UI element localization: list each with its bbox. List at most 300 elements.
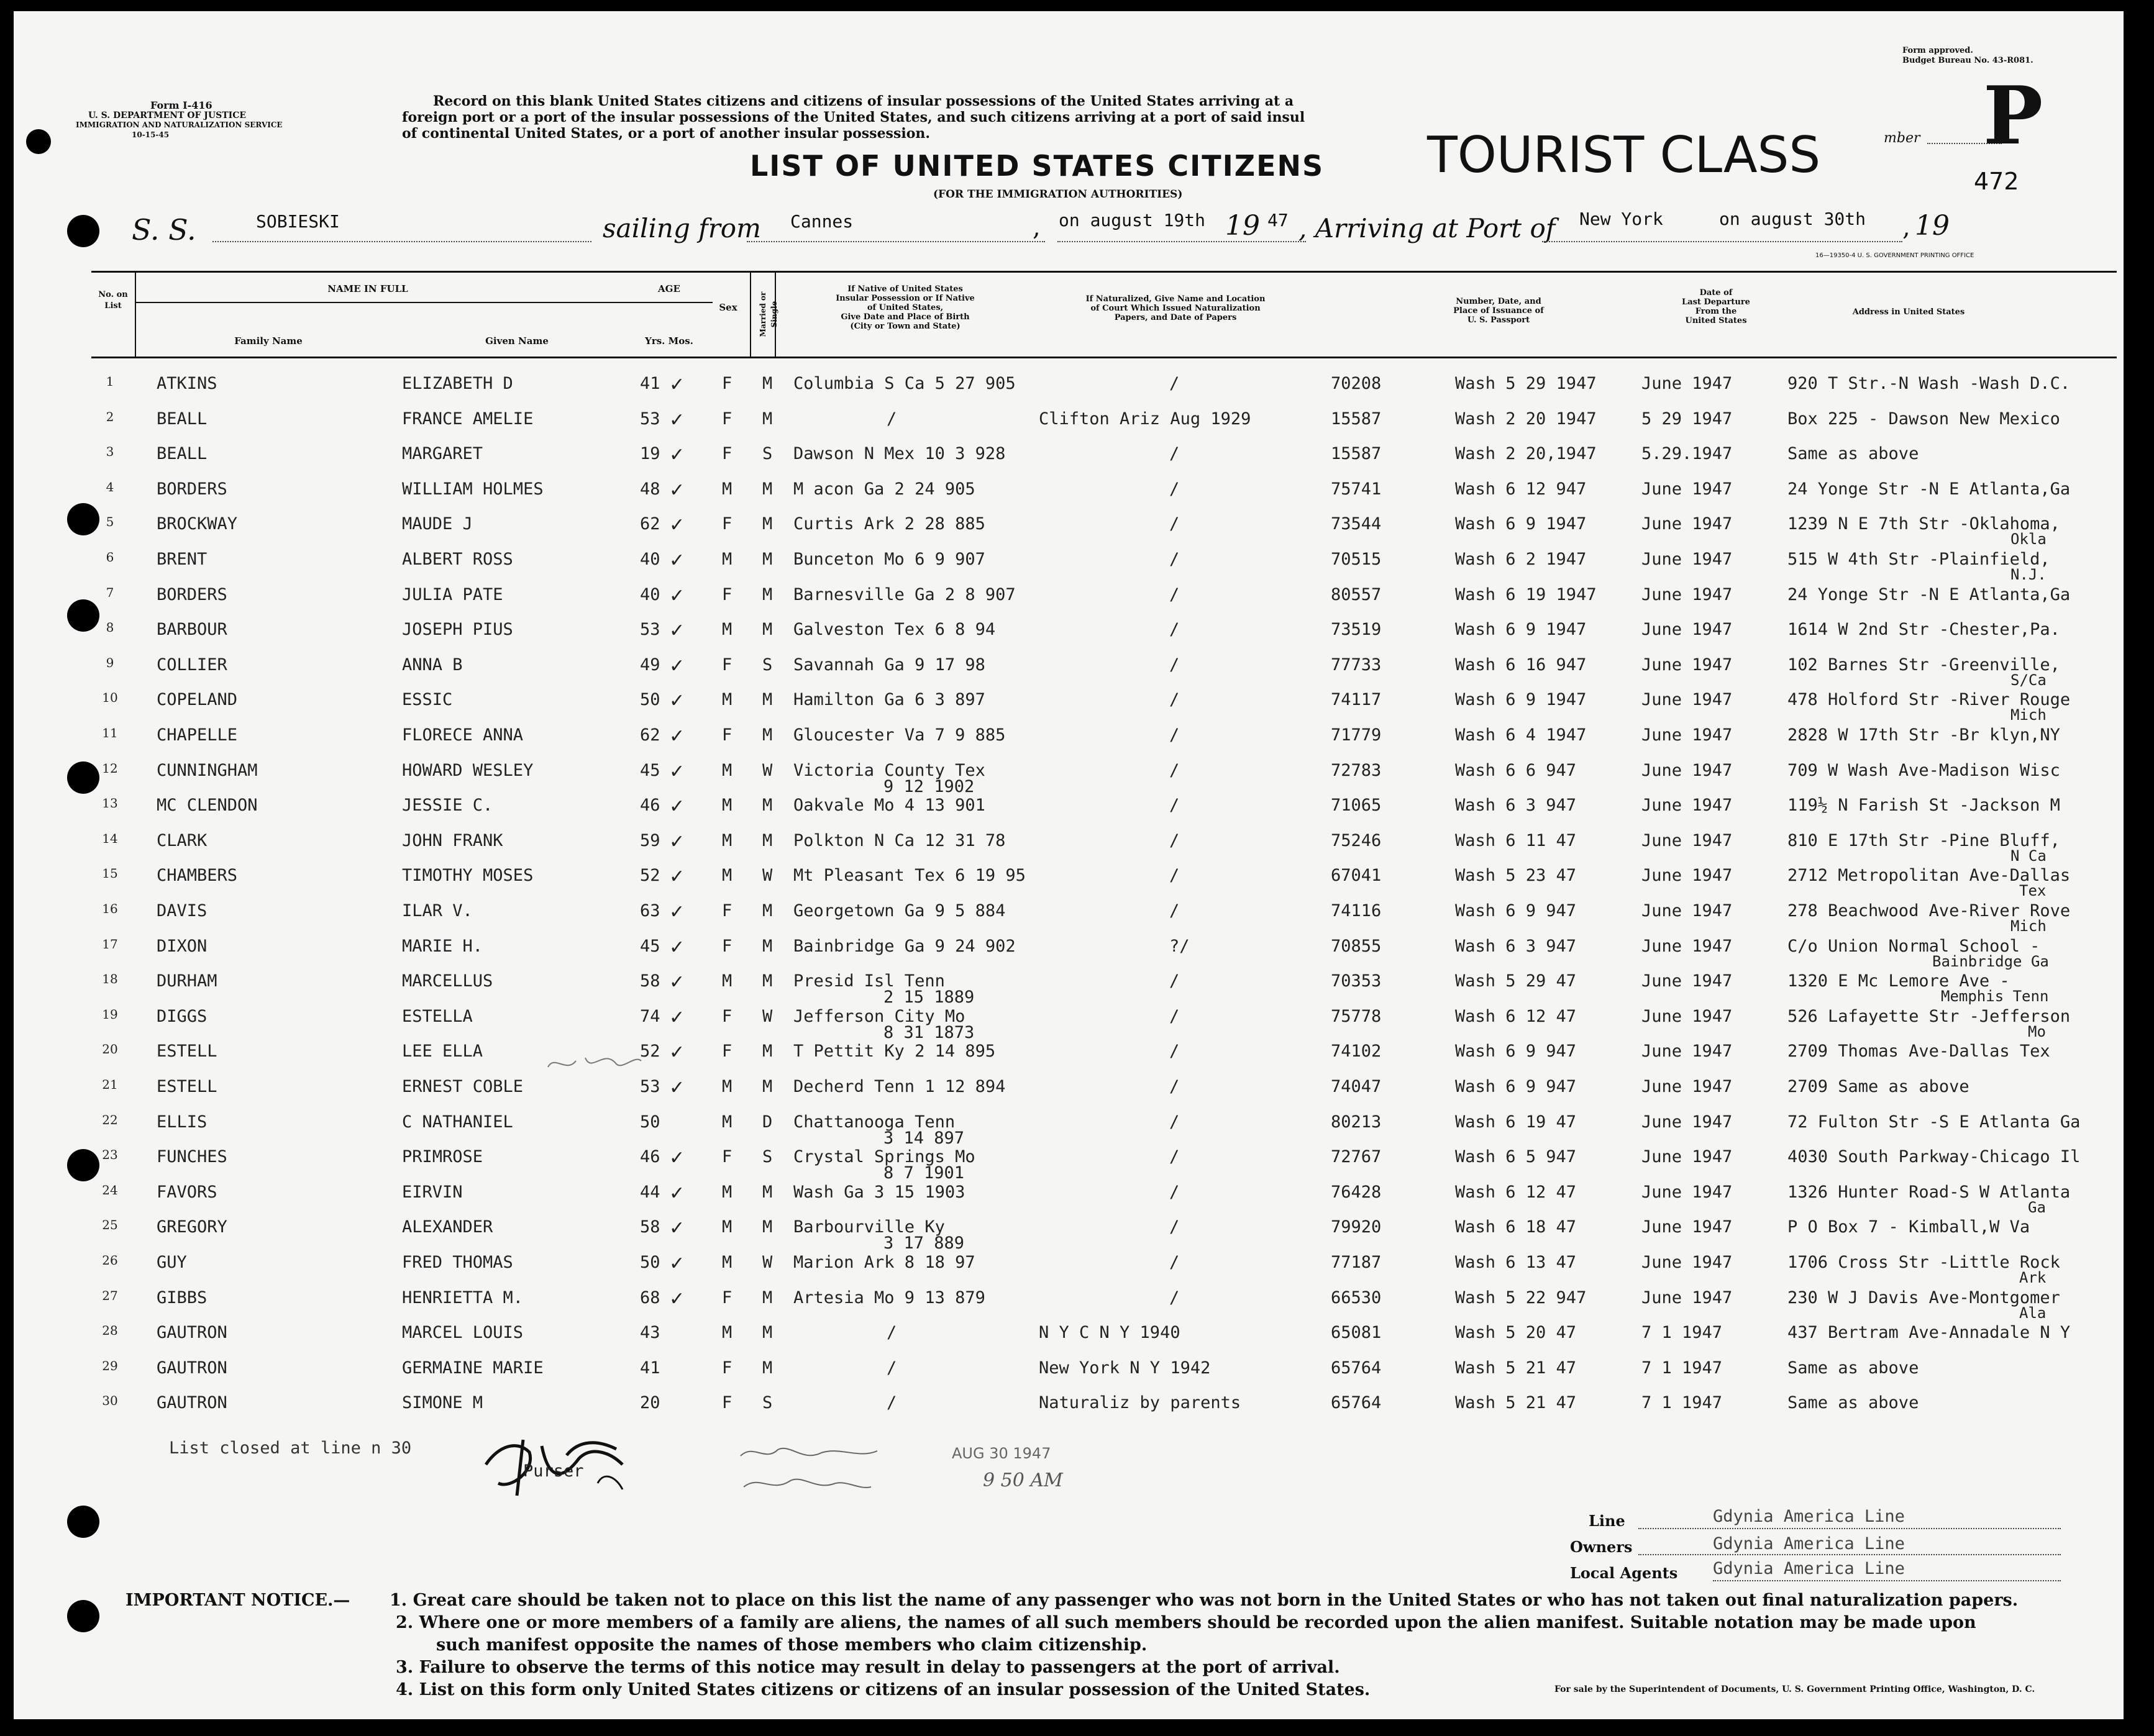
col-header-departure-1: Date of xyxy=(1699,288,1733,298)
cell-age-check: ✓ xyxy=(669,690,685,712)
cell-given-name: ELIZABETH D xyxy=(402,374,513,393)
col-header-departure xyxy=(1641,288,1791,325)
cell-address-cont: N.J. xyxy=(2010,566,2047,583)
col-header-passport xyxy=(1405,297,1592,325)
cell-age-check: ✓ xyxy=(669,655,685,677)
cell-no: 22 xyxy=(102,1112,118,1127)
cell-family-name: ESTELL xyxy=(157,1042,217,1061)
cell-marital-status: S xyxy=(762,1147,773,1167)
cell-marital-status: W xyxy=(762,1253,773,1272)
cell-passport-number: 80213 xyxy=(1331,1112,1382,1132)
table-row xyxy=(14,1112,2124,1147)
cell-passport-number: 73519 xyxy=(1331,620,1382,640)
cell-naturalization: / xyxy=(1169,971,1180,991)
cell-passport-number: 77187 xyxy=(1331,1253,1382,1272)
cell-no: 24 xyxy=(102,1182,118,1197)
cell-address: 1614 W 2nd Str -Chester,Pa. xyxy=(1787,620,2060,640)
cell-naturalization: / xyxy=(1169,1147,1180,1167)
cell-passport-issued: Wash 6 12 947 xyxy=(1455,479,1587,499)
cell-last-departure: June 1947 xyxy=(1641,584,1733,604)
cell-age: 58 xyxy=(640,1217,660,1237)
cell-birthplace: / xyxy=(887,1323,897,1343)
cell-naturalization: / xyxy=(1169,725,1180,745)
cell-no: 9 xyxy=(106,655,114,670)
cell-address: 1320 E Mc Lemore Ave - xyxy=(1787,971,2010,991)
cell-age: 52 xyxy=(640,1042,660,1061)
cell-age-check: ✓ xyxy=(669,936,685,958)
cell-age: 41 xyxy=(640,374,660,393)
cell-family-name: GAUTRON xyxy=(157,1393,227,1413)
owners-value: Gdynia America Line xyxy=(1713,1534,1905,1553)
cell-sex: F xyxy=(722,409,732,429)
cell-no: 30 xyxy=(102,1393,118,1409)
cell-marital-status: W xyxy=(762,866,773,886)
cell-passport-number: 74047 xyxy=(1331,1077,1382,1096)
cell-sex: F xyxy=(722,1042,732,1061)
cell-last-departure: June 1947 xyxy=(1641,1182,1733,1202)
cell-passport-issued: Wash 5 22 947 xyxy=(1455,1288,1587,1307)
cell-marital-status: M xyxy=(762,725,773,745)
cell-naturalization: / xyxy=(1169,514,1180,534)
cell-no: 7 xyxy=(106,584,114,600)
cell-age-check: ✓ xyxy=(669,725,685,747)
cell-passport-issued: Wash 6 2 1947 xyxy=(1455,550,1587,569)
line-value-rule xyxy=(1638,1528,2061,1529)
cell-passport-issued: Wash 2 20 1947 xyxy=(1455,409,1597,429)
arrival-time-note: 9 50 AM xyxy=(983,1470,1063,1491)
cell-given-name: FLORECE ANNA xyxy=(402,725,524,745)
cell-given-name: ESSIC xyxy=(402,690,453,710)
table-row xyxy=(14,585,2124,619)
cell-age: 62 xyxy=(640,725,660,745)
cell-birthplace-date: 3 17 889 xyxy=(883,1234,965,1253)
cell-family-name: COLLIER xyxy=(157,655,227,675)
cell-marital-status: M xyxy=(762,901,773,920)
cell-given-name: MAUDE J xyxy=(402,514,473,534)
cell-address: P O Box 7 - Kimball,W Va xyxy=(1787,1217,2030,1237)
cell-passport-number: 72767 xyxy=(1331,1147,1382,1167)
cell-marital-status: M xyxy=(762,830,773,850)
cell-age: 48 xyxy=(640,479,660,499)
cell-passport-issued: Wash 6 12 47 xyxy=(1455,1182,1577,1202)
cell-address-cont: Tex xyxy=(2019,882,2047,900)
cell-marital-status: D xyxy=(762,1112,773,1132)
cell-no: 21 xyxy=(102,1077,118,1092)
cell-marital-status: M xyxy=(762,584,773,604)
cell-naturalization: Naturaliz by parents xyxy=(1039,1393,1241,1413)
cell-address: 119½ N Farish St -Jackson M xyxy=(1787,796,2060,816)
cell-address: 2709 Same as above xyxy=(1787,1077,1969,1096)
form-date: 10-15-45 xyxy=(132,130,170,139)
tourist-class-title: TOURIST CLASS xyxy=(1427,126,1821,184)
cell-passport-number: 70855 xyxy=(1331,936,1382,956)
cell-last-departure: June 1947 xyxy=(1641,725,1733,745)
arrival-stamp: AUG 30 1947 xyxy=(952,1445,1051,1462)
cell-last-departure: June 1947 xyxy=(1641,1147,1733,1167)
cell-no: 27 xyxy=(102,1288,118,1303)
comma-1: , xyxy=(1033,213,1041,242)
cell-address-cont: Ga xyxy=(2028,1198,2046,1216)
cell-naturalization: N Y C N Y 1940 xyxy=(1039,1323,1180,1343)
cell-given-name: MARCELLUS xyxy=(402,971,493,991)
cell-age: 19 xyxy=(640,444,660,464)
table-row xyxy=(14,971,2124,1006)
cell-no: 26 xyxy=(102,1253,118,1268)
ship-line xyxy=(212,241,591,242)
cell-family-name: BROCKWAY xyxy=(157,514,238,534)
cell-birthplace: Wash Ga 3 15 1903 xyxy=(793,1182,965,1202)
cell-birthplace: M acon Ga 2 24 905 xyxy=(793,479,975,499)
cell-family-name: FUNCHES xyxy=(157,1147,227,1167)
cell-passport-issued: Wash 6 6 947 xyxy=(1455,760,1577,780)
cell-passport-issued: Wash 6 16 947 xyxy=(1455,655,1587,675)
cell-age: 52 xyxy=(640,866,660,886)
from-line xyxy=(747,241,1045,242)
cell-naturalization: / xyxy=(1169,655,1180,675)
cell-no: 19 xyxy=(102,1006,118,1022)
cell-last-departure: June 1947 xyxy=(1641,1077,1733,1096)
cell-age-check: ✓ xyxy=(669,1077,685,1099)
cell-no: 29 xyxy=(102,1358,118,1373)
cell-birthplace: T Pettit Ky 2 14 895 xyxy=(793,1042,996,1061)
table-row xyxy=(14,479,2124,514)
sailing-from-label: sailing from xyxy=(603,213,761,243)
cell-no: 18 xyxy=(102,971,118,987)
cell-address: 515 W 4th Str -Plainfield, xyxy=(1787,550,2050,569)
col-header-naturalized xyxy=(1033,294,1318,322)
cell-given-name: HOWARD WESLEY xyxy=(402,760,534,780)
cell-no: 28 xyxy=(102,1323,118,1338)
list-closed-note: List closed at line n 30 xyxy=(169,1438,412,1458)
cell-passport-issued: Wash 6 3 947 xyxy=(1455,936,1577,956)
cell-last-departure: 5 29 1947 xyxy=(1641,409,1733,429)
age-header-rule xyxy=(629,302,697,303)
cell-marital-status: M xyxy=(762,1323,773,1343)
table-row xyxy=(14,514,2124,548)
cell-address: 1706 Cross Str -Little Rock xyxy=(1787,1253,2060,1272)
cell-birthplace: Marion Ark 8 18 97 xyxy=(793,1253,975,1272)
departure-year: 47 xyxy=(1267,210,1289,230)
cell-address: 709 W Wash Ave-Madison Wisc xyxy=(1787,760,2060,780)
ship-name: SOBIESKI xyxy=(256,211,340,232)
cell-passport-issued: Wash 6 11 47 xyxy=(1455,830,1577,850)
table-row xyxy=(14,1077,2124,1111)
page-number: 472 xyxy=(1974,168,2019,195)
col-header-birth-3: of United States, xyxy=(867,303,944,312)
table-row xyxy=(14,1393,2124,1427)
cell-age: 40 xyxy=(640,550,660,569)
cell-family-name: ATKINS xyxy=(157,374,217,393)
cell-address: 526 Lafayette Str -Jefferson xyxy=(1787,1006,2071,1026)
cell-family-name: DAVIS xyxy=(157,901,208,920)
cell-naturalization: / xyxy=(1169,866,1180,886)
table-row xyxy=(14,620,2124,654)
owners-value-rule xyxy=(1638,1554,2061,1555)
cell-last-departure: June 1947 xyxy=(1641,550,1733,569)
cell-given-name: ALEXANDER xyxy=(402,1217,493,1237)
cell-age: 45 xyxy=(640,936,660,956)
cell-family-name: BEALL xyxy=(157,409,208,429)
cell-naturalization: / xyxy=(1169,1288,1180,1307)
cell-family-name: FAVORS xyxy=(157,1182,217,1202)
cell-sex: F xyxy=(722,584,732,604)
cell-given-name: JESSIE C. xyxy=(402,796,493,816)
cell-given-name: JOSEPH PIUS xyxy=(402,620,513,640)
cell-marital-status: M xyxy=(762,1077,773,1096)
cell-marital-status: M xyxy=(762,690,773,710)
cell-no: 20 xyxy=(102,1042,118,1057)
cell-birthplace-date: 8 31 1873 xyxy=(883,1022,975,1042)
table-header-rule xyxy=(91,357,2117,358)
cell-family-name: MC CLENDON xyxy=(157,796,258,816)
intro-line-2: foreign port or a port of the insular possessions of the United States, and such citizens arriving at a port of said insul xyxy=(402,109,1305,125)
cell-birthplace: Victoria County Tex xyxy=(793,760,985,780)
col-header-yrs-mos: Yrs. Mos. xyxy=(645,335,693,347)
cell-family-name: CLARK xyxy=(157,830,208,850)
cell-age-check: ✓ xyxy=(669,1182,685,1204)
table-row xyxy=(14,690,2124,724)
for-sale-note: For sale by the Superintendent of Documents, U. S. Government Printing Office, Washington, D. C. xyxy=(1554,1684,2035,1694)
cell-passport-issued: Wash 6 9 947 xyxy=(1455,1077,1577,1096)
cell-sex: F xyxy=(722,936,732,956)
cell-address-cont: Mo xyxy=(2028,1022,2046,1040)
cell-age: 63 xyxy=(640,901,660,920)
cell-last-departure: June 1947 xyxy=(1641,830,1733,850)
margin-handwriting xyxy=(542,1042,654,1092)
cell-passport-issued: Wash 6 9 1947 xyxy=(1455,690,1587,710)
cell-age: 58 xyxy=(640,971,660,991)
cell-birthplace: / xyxy=(887,409,897,429)
cell-last-departure: 7 1 1947 xyxy=(1641,1358,1723,1378)
table-row xyxy=(14,1217,2124,1252)
table-row xyxy=(14,937,2124,971)
cell-address: 2709 Thomas Ave-Dallas Tex xyxy=(1787,1042,2050,1061)
cell-given-name: GERMAINE MARIE xyxy=(402,1358,544,1378)
cell-age: 41 xyxy=(640,1358,660,1378)
col-header-address: Address in United States xyxy=(1852,307,1965,317)
cell-family-name: GREGORY xyxy=(157,1217,227,1237)
table-row xyxy=(14,1323,2124,1357)
cell-naturalization: / xyxy=(1169,901,1180,920)
cell-passport-number: 80557 xyxy=(1331,584,1382,604)
cell-no: 5 xyxy=(106,514,114,530)
cell-address: 4030 South Parkway-Chicago Il xyxy=(1787,1147,2081,1167)
cell-age: 59 xyxy=(640,830,660,850)
cell-passport-issued: Wash 6 19 47 xyxy=(1455,1112,1577,1132)
table-row xyxy=(14,1147,2124,1181)
cell-last-departure: June 1947 xyxy=(1641,620,1733,640)
cell-family-name: ESTELL xyxy=(157,1077,217,1096)
cell-address: Same as above xyxy=(1787,444,1919,464)
cell-no: 3 xyxy=(106,444,114,460)
notice-item-2: 2. Where one or more members of a family are aliens, the names of all such members should be recorded upon the alien manifest. Suitable notation may be made upon xyxy=(396,1613,1976,1632)
cell-naturalization: Clifton Ariz Aug 1929 xyxy=(1039,409,1251,429)
cell-family-name: BORDERS xyxy=(157,584,227,604)
cell-marital-status: M xyxy=(762,514,773,534)
cell-family-name: DURHAM xyxy=(157,971,217,991)
notice-item-3: 3. Failure to observe the terms of this notice may result in delay to passengers at the port of arrival. xyxy=(396,1658,1340,1677)
cell-marital-status: M xyxy=(762,479,773,499)
cell-age-check: ✓ xyxy=(669,971,685,994)
cell-sex: M xyxy=(722,550,732,569)
arriving-label: , Arriving at Port of xyxy=(1298,213,1556,243)
col-header-birth-2: Insular Possession or If Native xyxy=(836,294,975,303)
cell-passport-number: 74116 xyxy=(1331,901,1382,920)
cell-age-check: ✓ xyxy=(669,760,685,783)
cell-address: 24 Yonge Str -N E Atlanta,Ga xyxy=(1787,584,2071,604)
cell-birthplace: Barnesville Ga 2 8 907 xyxy=(793,584,1016,604)
cell-address-cont: Ala xyxy=(2019,1304,2047,1322)
table-row xyxy=(14,1288,2124,1322)
col-header-departure-2: Last Departure xyxy=(1682,298,1750,307)
cell-birthplace: Artesia Mo 9 13 879 xyxy=(793,1288,985,1307)
cell-passport-issued: Wash 5 29 1947 xyxy=(1455,374,1597,393)
cell-passport-number: 75246 xyxy=(1331,830,1382,850)
cell-last-departure: June 1947 xyxy=(1641,760,1733,780)
col-header-passport-1: Number, Date, and xyxy=(1456,297,1541,306)
cell-marital-status: M xyxy=(762,1217,773,1237)
agents-label: Local Agents xyxy=(1570,1564,1678,1582)
cell-marital-status: M xyxy=(762,620,773,640)
cell-age-check: ✓ xyxy=(669,479,685,501)
cell-sex: M xyxy=(722,1217,732,1237)
cell-birthplace-date: 2 15 1889 xyxy=(883,988,975,1007)
col-header-passport-3: U. S. Passport xyxy=(1467,316,1530,325)
punch-hole xyxy=(67,1506,99,1538)
cell-birthplace: Presid Isl Tenn xyxy=(793,971,945,991)
cell-given-name: WILLIAM HOLMES xyxy=(402,479,544,499)
cell-no: 6 xyxy=(106,550,114,565)
cell-no: 11 xyxy=(102,725,118,740)
budget-bureau: Budget Bureau No. 43-R081. xyxy=(1902,56,2033,65)
cell-passport-number: 15587 xyxy=(1331,444,1382,464)
cell-marital-status: S xyxy=(762,655,773,675)
cell-passport-issued: Wash 6 18 47 xyxy=(1455,1217,1577,1237)
cell-birthplace: Dawson N Mex 10 3 928 xyxy=(793,444,1006,464)
cell-given-name: TIMOTHY MOSES xyxy=(402,866,534,886)
cell-passport-number: 76428 xyxy=(1331,1182,1382,1202)
cell-age-check: ✓ xyxy=(669,584,685,607)
cell-passport-issued: Wash 6 19 1947 xyxy=(1455,584,1597,604)
col-header-birth xyxy=(790,284,1020,331)
cell-passport-issued: Wash 2 20,1947 xyxy=(1455,444,1597,464)
cell-given-name: FRANCE AMELIE xyxy=(402,409,534,429)
cell-address-cont: Okla xyxy=(2010,530,2047,548)
cell-last-departure: 7 1 1947 xyxy=(1641,1393,1723,1413)
cell-last-departure: June 1947 xyxy=(1641,1006,1733,1026)
cell-age-check: ✓ xyxy=(669,550,685,571)
cell-marital-status: M xyxy=(762,936,773,956)
cell-naturalization: / xyxy=(1169,479,1180,499)
cell-no: 4 xyxy=(106,479,114,494)
cell-birthplace: Barbourville Ky xyxy=(793,1217,945,1237)
punch-hole xyxy=(67,215,99,247)
cell-address: 478 Holford Str -River Rouge xyxy=(1787,690,2071,710)
line-label: Line xyxy=(1589,1512,1625,1530)
col-header-birth-4: Give Date and Place of Birth xyxy=(841,312,970,322)
cell-age: 50 xyxy=(640,1112,660,1132)
cell-given-name: ERNEST COBLE xyxy=(402,1077,524,1096)
cell-last-departure: June 1947 xyxy=(1641,655,1733,675)
col-header-no: No. on List xyxy=(98,290,128,311)
form-service: IMMIGRATION AND NATURALIZATION SERVICE xyxy=(76,120,283,129)
cell-passport-number: 65764 xyxy=(1331,1393,1382,1413)
form-number: Form I-416 xyxy=(150,99,212,111)
notice-item-2-cont: such manifest opposite the names of those members who claim citizenship. xyxy=(436,1635,1148,1655)
cell-sex: M xyxy=(722,1182,732,1202)
table-row xyxy=(14,866,2124,900)
cell-sex: M xyxy=(722,479,732,499)
cell-address: Box 225 - Dawson New Mexico xyxy=(1787,409,2060,429)
cell-age: 45 xyxy=(640,760,660,780)
cell-passport-issued: Wash 6 12 47 xyxy=(1455,1006,1577,1026)
printing-office: 16—19350-4 U. S. GOVERNMENT PRINTING OFFICE xyxy=(1815,252,1974,259)
cell-age-check: ✓ xyxy=(669,796,685,818)
cell-family-name: BEALL xyxy=(157,444,208,464)
cell-no: 14 xyxy=(102,830,118,846)
cell-last-departure: June 1947 xyxy=(1641,866,1733,886)
cell-address-cont: Ark xyxy=(2019,1269,2047,1286)
cell-passport-number: 65081 xyxy=(1331,1323,1382,1343)
cell-sex: M xyxy=(722,971,732,991)
cell-passport-number: 79920 xyxy=(1331,1217,1382,1237)
cell-marital-status: M xyxy=(762,1042,773,1061)
cell-no: 23 xyxy=(102,1147,118,1163)
cell-age: 43 xyxy=(640,1323,660,1343)
cell-address: 24 Yonge Str -N E Atlanta,Ga xyxy=(1787,479,2071,499)
owners-label: Owners xyxy=(1570,1538,1633,1556)
table-row xyxy=(14,1007,2124,1041)
inspector-handwriting xyxy=(734,1437,896,1506)
cell-naturalization: / xyxy=(1169,584,1180,604)
cell-age: 62 xyxy=(640,514,660,534)
cell-given-name: PRIMROSE xyxy=(402,1147,483,1167)
cell-passport-number: 72783 xyxy=(1331,760,1382,780)
cell-birthplace-date: 3 14 897 xyxy=(883,1128,965,1148)
cell-address: 72 Fulton Str -S E Atlanta Ga xyxy=(1787,1112,2081,1132)
cell-sex: M xyxy=(722,760,732,780)
cell-naturalization: / xyxy=(1169,1217,1180,1237)
cell-passport-number: 71779 xyxy=(1331,725,1382,745)
cell-sex: M xyxy=(722,690,732,710)
list-letter: P xyxy=(1983,70,2043,163)
cell-passport-issued: Wash 6 3 947 xyxy=(1455,796,1577,816)
cell-passport-number: 73544 xyxy=(1331,514,1382,534)
table-row xyxy=(14,1042,2124,1076)
cell-given-name: ESTELLA xyxy=(402,1006,473,1026)
table-row xyxy=(14,374,2124,408)
cell-family-name: CHAMBERS xyxy=(157,866,238,886)
notice-item-4: 4. List on this form only United States citizens or citizens of an insular possession of the United States. xyxy=(396,1680,1371,1699)
cell-birthplace: Decherd Tenn 1 12 894 xyxy=(793,1077,1006,1096)
cell-given-name: EIRVIN xyxy=(402,1182,463,1202)
cell-age-check: ✓ xyxy=(669,374,685,396)
cell-family-name: BORDERS xyxy=(157,479,227,499)
cell-sex: F xyxy=(722,444,732,464)
port-of-departure: Cannes xyxy=(790,211,854,232)
cell-given-name: MARCEL LOUIS xyxy=(402,1323,524,1343)
cell-address: 2828 W 17th Str -Br klyn,NY xyxy=(1787,725,2060,745)
cell-marital-status: M xyxy=(762,971,773,991)
cell-given-name: HENRIETTA M. xyxy=(402,1288,524,1307)
cell-last-departure: June 1947 xyxy=(1641,1217,1733,1237)
notice-heading: IMPORTANT NOTICE.— xyxy=(125,1591,350,1610)
column-rule-2 xyxy=(750,271,751,358)
cell-sex: F xyxy=(722,1006,732,1026)
cell-naturalization: New York N Y 1942 xyxy=(1039,1358,1211,1378)
cell-birthplace: / xyxy=(887,1393,897,1413)
cell-sex: F xyxy=(722,374,732,393)
